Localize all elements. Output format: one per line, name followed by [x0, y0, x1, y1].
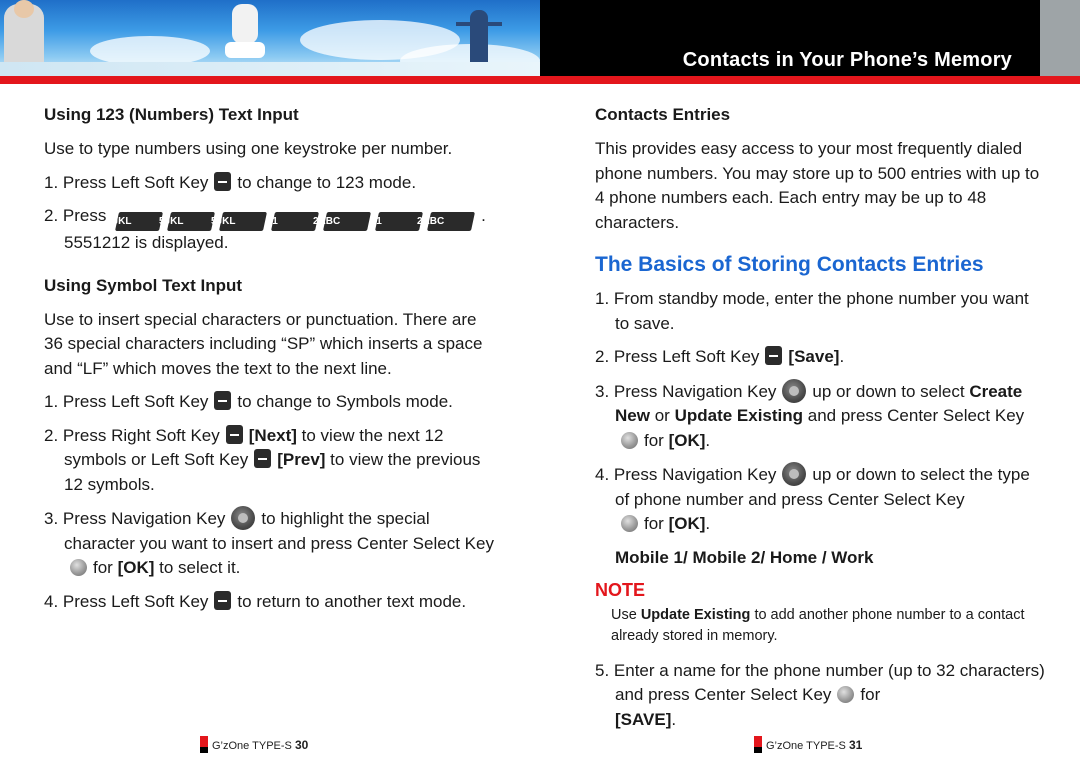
entries-intro: This provides easy access to your most frequently dialed phone numbers. You may store up to 500 entries with up to 4 phone numbers each. Each entry may be up to 48 characters. — [595, 139, 1040, 232]
symbol-step-2: 2. Press Right Soft Key [Next] to view the next 12 symbols or Left Soft Key [Prev] to view the previous 12 symbols. — [44, 425, 481, 494]
number-key-icon: 5JKL — [219, 212, 267, 231]
center-select-key-icon — [70, 559, 87, 576]
note-text: Use Update Existing to add another phone number to a contact already stored in memory. — [611, 606, 1025, 644]
cheering-figure — [470, 10, 488, 70]
numbers-intro: Use to type numbers using one keystroke per number. — [44, 139, 453, 158]
numbers-heading: Using 123 (Numbers) Text Input — [44, 105, 299, 124]
number-key-icon: 2ABC — [427, 212, 475, 231]
numbers-step-1: 1. Press Left Soft Key to change to 123 mode. — [44, 172, 417, 192]
footer-left: G’zOne TYPE-S 30 — [200, 736, 308, 753]
section-title: Contacts in Your Phone’s Memory — [682, 49, 1012, 71]
navigation-key-icon — [782, 462, 806, 486]
left-soft-key-icon — [214, 591, 231, 610]
page-number: 31 — [848, 738, 863, 752]
left-soft-key-icon — [765, 346, 782, 365]
header-red-rule — [0, 76, 1080, 84]
basics-step-4: 4. Press Navigation Key up or down to select the type of phone number and press Center Select Key for [OK]. — [595, 462, 1045, 537]
center-select-key-icon — [837, 686, 854, 703]
number-key-icon: 2ABC — [323, 212, 371, 231]
header-side-tab — [1040, 0, 1080, 76]
basics-step-5: 5. Enter a name for the phone number (up to 32 characters) and press Center Select Key for [SAVE]. — [595, 660, 1045, 729]
basics-step-1: 1. From standby mode, enter the phone number you want to save. — [595, 289, 1029, 333]
footer-mark-icon — [754, 736, 762, 753]
jumping-figure — [232, 4, 258, 44]
basics-step-3: 3. Press Navigation Key up or down to select Create New or Update Existing and press Center Select Keyfor [OK]. — [595, 379, 1045, 454]
number-key-icon: 5JKL — [167, 212, 215, 231]
symbol-step-1: 1. Press Left Soft Key to change to Symbols mode. — [44, 392, 453, 411]
navigation-key-icon — [231, 506, 255, 530]
center-select-key-icon — [621, 432, 638, 449]
footer-mark-icon — [200, 736, 208, 753]
symbol-step-3: 3. Press Navigation Key to highlight the special character you want to insert and press Center Select Keyfor [OK] to select it. — [44, 506, 494, 581]
center-select-key-icon — [621, 515, 638, 532]
header-banner-photo — [0, 0, 540, 76]
symbol-heading: Using Symbol Text Input — [44, 275, 243, 295]
left-soft-key-icon — [214, 172, 231, 191]
number-key-icon: 5JKL — [115, 212, 163, 231]
basics-step-2: 2. Press Left Soft Key [Save]. — [595, 347, 845, 366]
note-heading: NOTE — [595, 579, 646, 600]
page-number: 30 — [294, 738, 309, 752]
symbol-intro: Use to insert special characters or punctuation. There are 36 special characters including “SP” which inserts a space and “LF” which moves the text to the next line. — [44, 309, 483, 378]
number-key-icon: 1 — [271, 212, 319, 231]
navigation-key-icon — [782, 379, 806, 403]
numbers-step-2: 2. Press 5JKL 5JKL 5JKL 1 2ABC 1 2ABC . 5551212 is displayed. — [44, 206, 486, 252]
number-key-icon: 1 — [375, 212, 423, 231]
right-column — [595, 100, 1045, 741]
left-soft-key-icon — [254, 449, 271, 468]
entries-heading: Contacts Entries — [595, 105, 731, 124]
right-soft-key-icon — [226, 425, 243, 444]
left-soft-key-icon — [214, 391, 231, 410]
left-column — [44, 100, 494, 623]
phone-type-options: Mobile 1/ Mobile 2/ Home / Work — [615, 547, 874, 567]
symbol-step-4: 4. Press Left Soft Key to return to another text mode. — [44, 591, 467, 611]
footer-right: G’zOne TYPE-S 31 — [754, 736, 862, 753]
basics-heading: The Basics of Storing Contacts Entries — [595, 253, 984, 276]
